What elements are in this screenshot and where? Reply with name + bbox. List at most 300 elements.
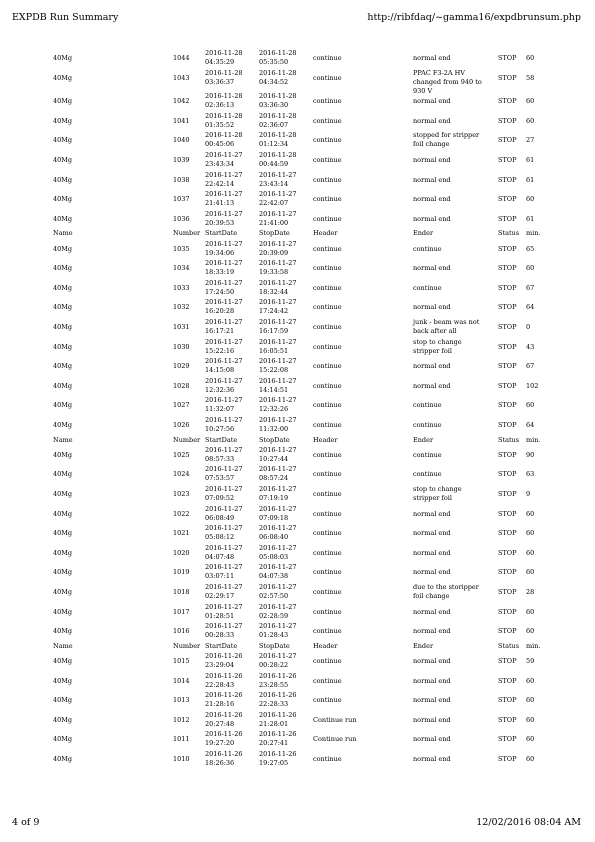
run-name: 40Mg [53,735,73,744]
col-header-stopdate: StopDate [259,435,290,444]
run-status: STOP [498,548,517,557]
start-date [205,416,242,434]
run-ender-comment [413,529,495,538]
run-ender-comment [413,568,495,577]
stop-date [259,377,296,395]
run-header-comment: continue [313,175,342,184]
stop-date-time: 01:28:43 [259,631,289,640]
start-date [205,112,242,130]
stop-date-day: 2016-11-28 [259,49,297,57]
stop-date-time: 00:28:22 [259,661,289,669]
run-header-comment: continue [313,509,342,518]
start-date-time: 21:41:13 [205,199,235,208]
run-status: STOP [498,342,517,351]
start-date-day: 2016-11-28 [205,111,243,120]
ender-line: normal end [413,568,451,577]
start-date-day: 2016-11-27 [205,298,243,307]
ender-line: normal end [413,195,451,204]
start-date [205,603,242,621]
run-number: 1017 [173,607,190,616]
run-minutes: 61 [526,214,535,223]
col-header-header: Header [313,641,338,650]
table-row [0,750,595,769]
run-ender-comment [413,485,495,503]
ender-line: normal end [413,97,451,106]
start-date-day: 2016-11-27 [205,416,243,424]
run-minutes: 60 [526,715,535,724]
stop-date-time: 07:09:18 [259,513,289,522]
run-name: 40Mg [53,529,73,538]
col-header-stopdate: StopDate [259,641,290,650]
run-name: 40Mg [53,214,73,223]
ender-line: normal end [413,509,451,518]
run-ender-comment [413,677,495,686]
run-minutes: 64 [526,421,535,429]
start-date-time: 06:08:49 [205,513,235,522]
run-header-comment: continue [313,421,342,429]
run-number: 1016 [173,627,190,636]
stop-date-time: 19:33:58 [259,268,289,277]
stop-date-time: 18:32:44 [259,287,289,296]
run-header-comment: continue [313,676,342,685]
column-header-row [0,229,595,239]
run-number: 1019 [173,568,190,577]
stop-date [259,298,296,316]
stop-date-time: 11:32:00 [259,425,289,433]
run-header-comment: continue [313,323,342,331]
stop-date-day: 2016-11-27 [259,504,297,513]
stop-date [259,563,296,581]
stop-date [259,711,296,729]
start-date [205,210,242,228]
start-date [205,505,242,523]
run-name: 40Mg [53,588,73,596]
stop-date [259,112,296,130]
run-header-comment: continue [313,195,342,204]
stop-date [259,524,296,542]
stop-date-day: 2016-11-27 [259,445,297,454]
run-status: STOP [498,588,517,596]
ender-line: normal end [413,264,451,273]
run-minutes: 102 [526,381,539,390]
run-number: 1025 [173,450,190,459]
col-header-header: Header [313,229,338,238]
run-minutes: 60 [526,676,535,685]
stop-date-day: 2016-11-27 [259,190,297,199]
run-number: 1038 [173,175,190,184]
start-date-time: 00:28:33 [205,631,235,640]
run-ender-comment [413,451,495,460]
stop-date-day: 2016-11-27 [259,563,297,572]
stop-date-time: 22:42:07 [259,199,289,208]
run-number: 1029 [173,362,190,371]
start-date-time: 11:32:07 [205,405,235,414]
run-ender-comment [413,755,495,764]
start-date-day: 2016-11-27 [205,239,243,248]
table-row [0,711,595,730]
ender-line: normal end [413,676,451,685]
start-date-time: 05:08:12 [205,533,235,542]
start-date-day: 2016-11-27 [205,602,243,611]
run-status: STOP [498,421,517,429]
start-date-time: 23:43:34 [205,160,235,168]
run-ender-comment [413,195,495,204]
start-date [205,691,242,709]
run-header-comment: continue [313,283,342,292]
ender-line: normal end [413,175,451,184]
stop-date [259,465,296,483]
table-row [0,357,595,376]
table-row [0,603,595,622]
run-header-comment: continue [313,264,342,273]
start-date-day: 2016-11-27 [205,337,243,346]
stop-date [259,69,296,87]
stop-date-time: 02:57:50 [259,592,289,600]
start-date [205,240,242,258]
ender-line: stripper foil [413,494,452,502]
stop-date-day: 2016-11-27 [259,465,297,474]
page-number: 4 of 9 [12,817,40,828]
col-header-status: Status [498,229,520,238]
ender-line: foil change [413,140,450,149]
run-header-comment: continue [313,116,342,125]
start-date-day: 2016-11-27 [205,259,243,268]
table-row [0,68,595,95]
table-row [0,396,595,415]
table-row [0,92,595,111]
table-row [0,171,595,190]
run-minutes: 60 [526,529,535,538]
start-date [205,171,242,189]
stop-date [259,691,296,709]
run-minutes: 9 [526,490,531,498]
col-header-min: min. [526,435,541,444]
stop-date-time: 19:27:05 [259,759,289,767]
run-status: STOP [498,715,517,724]
table-row [0,652,595,671]
run-ender-comment [413,583,495,601]
run-name: 40Mg [53,381,73,390]
run-header-comment: continue [313,657,342,665]
ender-line: back after all [413,327,457,335]
start-date-time: 03:36:37 [205,77,235,86]
ender-line: normal end [413,715,451,724]
start-date-time: 19:27:20 [205,739,235,748]
run-status: STOP [498,490,517,498]
start-date-time: 04:35:29 [205,58,235,66]
start-date-time: 07:53:57 [205,474,235,483]
run-minutes: 60 [526,116,535,125]
run-name: 40Mg [53,73,73,82]
run-number: 1010 [173,755,190,763]
start-date-day: 2016-11-26 [205,730,243,739]
run-header-comment: continue [313,381,342,390]
stop-date-time: 03:36:30 [259,101,289,110]
start-date [205,524,242,542]
run-header-comment: continue [313,548,342,557]
run-minutes: 65 [526,244,535,253]
stop-date-time: 04:07:38 [259,572,289,581]
table-row [0,622,595,641]
table-row [0,524,595,543]
stop-date-time: 17:24:42 [259,307,289,316]
start-date-time: 14:15:08 [205,366,235,375]
stop-date-day: 2016-11-27 [259,652,297,660]
table-row [0,446,595,465]
start-date-day: 2016-11-28 [205,68,243,77]
run-status: STOP [498,244,517,253]
run-number: 1040 [173,136,190,145]
start-date [205,563,242,581]
start-date [205,750,242,768]
run-header-comment: continue [313,214,342,223]
run-number: 1021 [173,529,190,538]
table-row [0,485,595,504]
ender-line: normal end [413,627,451,636]
run-header-comment: continue [313,470,342,479]
start-date-time: 16:20:28 [205,307,235,316]
run-number: 1032 [173,303,190,312]
print-timestamp: 12/02/2016 08:04 AM [476,817,581,828]
run-name: 40Mg [53,54,73,62]
run-number: 1043 [173,73,190,82]
run-name: 40Mg [53,421,73,429]
table-row [0,279,595,298]
start-date-time: 02:29:17 [205,592,235,600]
stop-date-time: 10:27:44 [259,454,289,463]
ender-line: changed from 940 to [413,77,482,86]
run-name: 40Mg [53,362,73,371]
run-header-comment: continue [313,73,342,82]
run-number: 1042 [173,97,190,106]
run-name: 40Mg [53,696,73,705]
run-header-comment: continue [313,401,342,410]
run-minutes: 58 [526,73,535,82]
stop-date-time: 05:08:03 [259,552,289,561]
run-header-comment: continue [313,136,342,145]
ender-line: normal end [413,696,451,705]
run-minutes: 60 [526,607,535,616]
stop-date [259,210,296,228]
col-header-stopdate: StopDate [259,229,290,238]
start-date [205,131,242,149]
run-status: STOP [498,116,517,125]
start-date-day: 2016-11-26 [205,710,243,719]
start-date [205,49,242,67]
run-ender-comment [413,264,495,273]
run-name: 40Mg [53,303,73,312]
stop-date [259,259,296,277]
run-header-comment: continue [313,755,342,763]
start-date-day: 2016-11-27 [205,524,243,533]
stop-date [259,446,296,464]
stop-date [259,505,296,523]
run-ender-comment [413,735,495,744]
stop-date [259,672,296,690]
run-ender-comment [413,54,495,63]
run-minutes: 60 [526,735,535,744]
run-number: 1013 [173,696,190,705]
ender-line: normal end [413,548,451,557]
table-row [0,377,595,396]
run-name: 40Mg [53,657,73,665]
run-number: 1031 [173,323,190,331]
run-status: STOP [498,568,517,577]
run-name: 40Mg [53,755,73,763]
col-header-header: Header [313,435,338,444]
run-header-comment: continue [313,342,342,351]
start-date-day: 2016-11-26 [205,691,243,700]
run-ender-comment [413,97,495,106]
start-date [205,377,242,395]
run-name: 40Mg [53,264,73,273]
stop-date-day: 2016-11-27 [259,622,297,631]
run-minutes: 67 [526,283,535,292]
run-name: 40Mg [53,607,73,616]
stop-date-time: 02:36:07 [259,120,289,129]
run-header-comment: continue [313,450,342,459]
run-name: 40Mg [53,490,73,498]
run-minutes: 60 [526,548,535,557]
start-date-day: 2016-11-27 [205,563,243,572]
run-status: STOP [498,156,517,164]
start-date-day: 2016-11-28 [205,131,243,140]
stop-date-time: 07:19:19 [259,494,289,502]
start-date [205,259,242,277]
start-date-time: 15:22:16 [205,346,235,355]
col-header-min: min. [526,641,541,650]
col-header-ender: Ender [413,229,434,238]
stop-date-day: 2016-11-28 [259,92,297,101]
stop-date-time: 08:57:24 [259,474,289,483]
col-header-startdate: StartDate [205,435,238,444]
start-date-day: 2016-11-27 [205,396,243,405]
run-name: 40Mg [53,627,73,636]
start-date-time: 10:27:56 [205,425,235,433]
ender-line: continue [413,244,442,253]
run-status: STOP [498,73,517,82]
stop-date [259,357,296,375]
run-header-comment: continue [313,97,342,106]
run-status: STOP [498,362,517,371]
stop-date-day: 2016-11-27 [259,170,297,179]
start-date [205,730,242,748]
run-status: STOP [498,755,517,763]
stop-date-day: 2016-11-27 [259,543,297,552]
start-date [205,485,242,503]
run-minutes: 60 [526,401,535,410]
run-number: 1035 [173,244,190,253]
col-header-startdate: StartDate [205,641,238,650]
run-name: 40Mg [53,568,73,577]
run-ender-comment [413,382,495,391]
run-minutes: 60 [526,54,535,62]
stop-date-time: 16:17:59 [259,327,289,335]
ender-line: stopped for stripper [413,131,480,140]
stop-date-time: 20:39:09 [259,248,289,257]
table-row [0,563,595,582]
run-name: 40Mg [53,323,73,331]
run-number: 1015 [173,657,190,665]
run-number: 1011 [173,735,190,744]
start-date-time: 20:39:53 [205,218,235,227]
run-number: 1039 [173,156,190,164]
start-date-day: 2016-11-27 [205,485,243,493]
ender-line: normal end [413,735,451,744]
start-date [205,318,242,336]
start-date-time: 21:28:16 [205,700,235,709]
table-row [0,190,595,209]
column-header-row [0,642,595,652]
start-date [205,151,242,169]
stop-date [259,151,296,169]
run-ender-comment [413,657,495,666]
run-status: STOP [498,696,517,705]
run-name: 40Mg [53,195,73,204]
run-ender-comment [413,608,495,617]
run-status: STOP [498,195,517,204]
stop-date-day: 2016-11-26 [259,671,297,680]
stop-date [259,416,296,434]
stop-date-day: 2016-11-26 [259,750,297,758]
run-status: STOP [498,657,517,665]
run-minutes: 27 [526,136,535,145]
table-row [0,691,595,710]
stop-date [259,652,296,670]
run-name: 40Mg [53,676,73,685]
stop-date [259,485,296,503]
run-ender-comment [413,156,495,165]
run-status: STOP [498,97,517,106]
run-status: STOP [498,54,517,62]
run-minutes: 60 [526,264,535,273]
start-date-time: 12:32:36 [205,385,235,394]
ender-line: foil change [413,592,450,600]
stop-date-day: 2016-11-27 [259,396,297,405]
start-date [205,672,242,690]
run-minutes: 60 [526,509,535,518]
run-minutes: 60 [526,755,535,763]
stop-date-day: 2016-11-27 [259,259,297,268]
run-minutes: 60 [526,97,535,106]
table-row [0,259,595,278]
col-header-min: min. [526,229,541,238]
start-date-time: 03:07:11 [205,572,235,581]
stop-date [259,583,296,601]
stop-date-day: 2016-11-27 [259,376,297,385]
run-header-comment: continue [313,490,342,498]
run-minutes: 64 [526,303,535,312]
run-status: STOP [498,175,517,184]
ender-line: stripper foil [413,346,452,355]
stop-date [259,622,296,640]
run-header-comment: continue [313,244,342,253]
run-status: STOP [498,136,517,145]
start-date [205,622,242,640]
ender-line: normal end [413,156,451,164]
start-date-day: 2016-11-26 [205,671,243,680]
run-ender-comment [413,696,495,705]
run-ender-comment [413,176,495,185]
start-date-time: 02:36:13 [205,101,235,110]
stop-date-day: 2016-11-27 [259,416,297,424]
start-date-time: 18:26:36 [205,759,235,767]
ender-line: normal end [413,54,451,62]
ender-line: continue [413,421,442,429]
col-header-number: Number [173,435,201,444]
table-row [0,672,595,691]
ender-line: junk - beam was not [413,318,480,326]
